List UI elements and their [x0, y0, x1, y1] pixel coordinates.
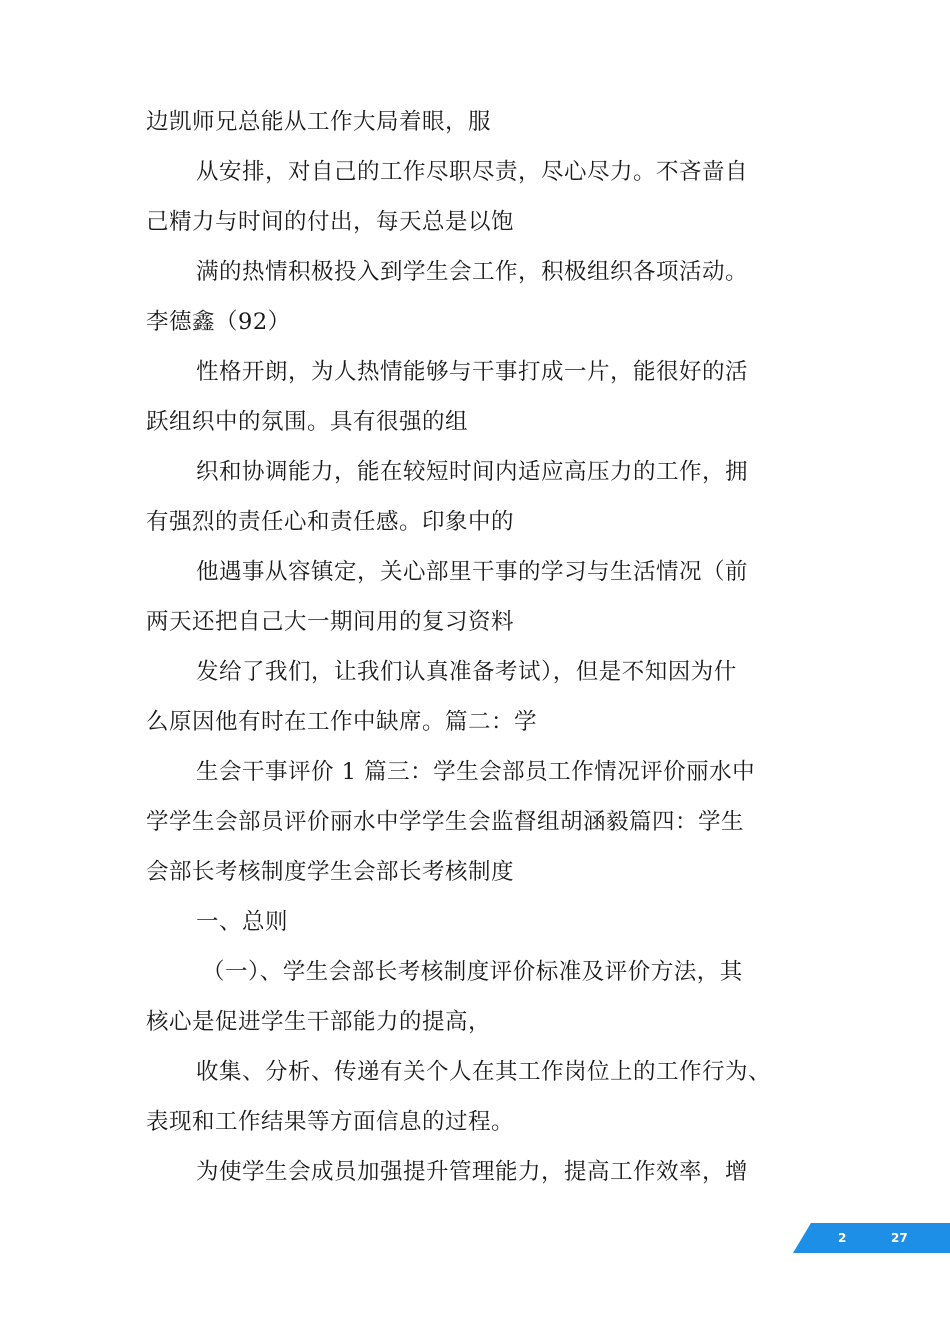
text-line: 生会干事评价 1 篇三：学生会部员工作情况评价丽水中 [196, 759, 756, 785]
text-line: 表现和工作结果等方面信息的过程。 [146, 1109, 515, 1135]
text-line: 织和协调能力，能在较短时间内适应高压力的工作，拥 [196, 459, 749, 485]
page-total: 27 [891, 1231, 908, 1245]
text-line: 李德鑫（92） [146, 309, 291, 335]
text-line: 从安排，对自己的工作尽职尽责，尽心尽力。不吝啬自 [196, 159, 749, 185]
text-line: 性格开朗，为人热情能够与干事打成一片，能很好的活 [196, 359, 749, 385]
section-heading: 一、总则 [196, 909, 289, 935]
text-line: 边凯师兄总能从工作大局着眼，服 [146, 109, 492, 135]
page-number-bar [793, 1223, 950, 1253]
text-line: 己精力与时间的付出，每天总是以饱 [146, 209, 515, 235]
document-body [146, 97, 810, 1197]
text-line: 么原因他有时在工作中缺席。篇二：学 [146, 709, 538, 735]
text-line: 有强烈的责任心和责任感。印象中的 [146, 509, 515, 535]
text-line: 收集、分析、传递有关个人在其工作岗位上的工作行为、 [196, 1059, 772, 1085]
text-line: 他遇事从容镇定，关心部里干事的学习与生活情况（前 [196, 559, 749, 585]
text-line: 发给了我们，让我们认真准备考试），但是不知因为什 [196, 659, 737, 685]
text-line: 核心是促进学生干部能力的提高， [146, 1009, 492, 1035]
text-line: 学学生会部员评价丽水中学学生会监督组胡涵毅篇四：学生 [146, 809, 745, 835]
text-line: 会部长考核制度学生会部长考核制度 [146, 859, 515, 885]
page-number-banner [793, 1223, 950, 1253]
text-line: （一）、学生会部长考核制度评价标准及评价方法，其 [202, 959, 743, 985]
text-line: 为使学生会成员加强提升管理能力，提高工作效率，增 [196, 1159, 749, 1185]
text-line: 满的热情积极投入到学生会工作，积极组织各项活动。 [196, 259, 749, 285]
page-current: 2 [838, 1231, 847, 1245]
text-line: 两天还把自己大一期间用的复习资料 [146, 609, 515, 635]
text-line: 跃组织中的氛围。具有很强的组 [146, 409, 469, 435]
